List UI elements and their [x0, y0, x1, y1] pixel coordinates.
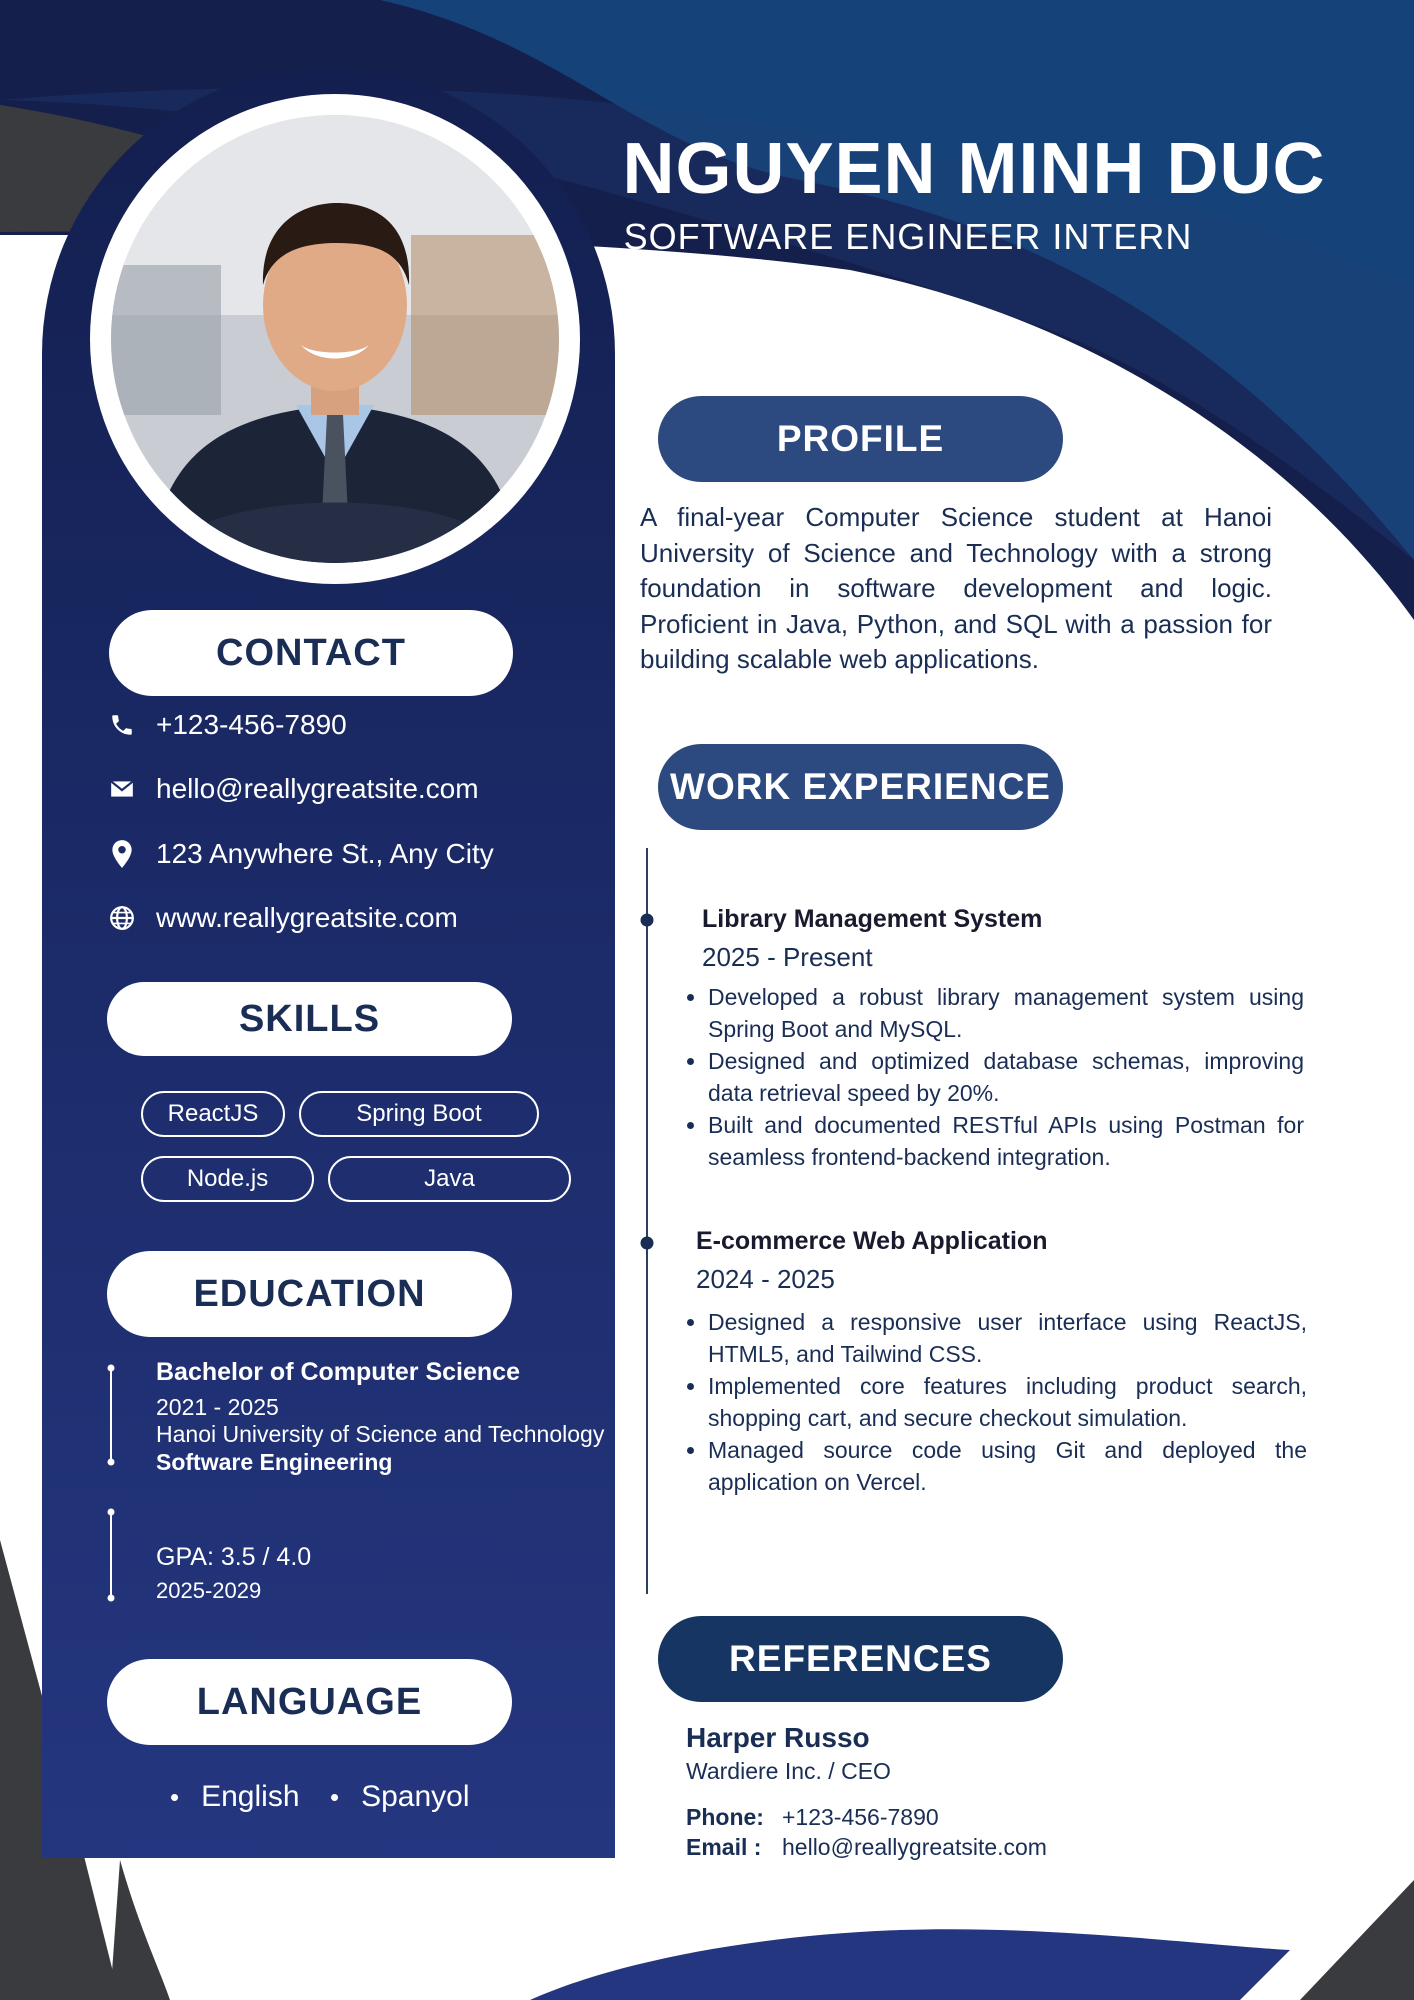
skills-heading: SKILLS	[107, 982, 512, 1056]
skill-tag: Node.js	[141, 1156, 314, 1202]
phone-icon	[108, 711, 136, 739]
job-bullet-list	[682, 981, 1304, 1173]
job-bullet: • Built and documented RESTful APIs using Postman for seamless frontend-backend integration.	[708, 1109, 1304, 1173]
profile-heading: PROFILE	[658, 396, 1063, 482]
contact-email-text: hello@reallygreatsite.com	[156, 773, 479, 804]
language-heading: LANGUAGE	[107, 1659, 512, 1745]
job-title: E-commerce Web Application	[696, 1227, 1048, 1255]
education-heading: EDUCATION	[107, 1251, 512, 1337]
job-bullet: • Designed a responsive user interface using ReactJS, HTML5, and Tailwind CSS.	[708, 1306, 1307, 1370]
job-bullet: • Implemented core features including product search, shopping cart, and secure checkout simulation.	[708, 1370, 1307, 1434]
reference-email-label: Email :	[686, 1834, 762, 1860]
job-title: Library Management System	[702, 905, 1043, 933]
contact-website-text: www.reallygreatsite.com	[156, 902, 458, 933]
reference-title: Wardiere Inc. / CEO	[686, 1758, 891, 1784]
language-item: • English	[170, 1780, 300, 1814]
reference-phone-label: Phone:	[686, 1804, 764, 1830]
language-item: • Spanyol	[330, 1780, 470, 1814]
reference-email-value: hello@reallygreatsite.com	[782, 1834, 1047, 1860]
references-heading: REFERENCES	[658, 1616, 1063, 1702]
profile-photo	[111, 115, 559, 563]
contact-phone[interactable]	[108, 709, 347, 741]
work-experience-heading: WORK EXPERIENCE	[658, 744, 1063, 830]
job-bullet: • Developed a robust library management system using Spring Boot and MySQL.	[708, 981, 1304, 1045]
skill-tag: ReactJS	[141, 1091, 285, 1137]
job-bullet: • Designed and optimized database schemas, improving data retrieval speed by 20%.	[708, 1045, 1304, 1109]
profile-summary: A final-year Computer Science student at Hanoi University of Science and Technology with a strong foundation in software development and logic. Proficient in Java, Python, and SQL with a passion for building scalable web applications.	[640, 502, 1272, 674]
gpa-text: GPA: 3.5 / 4.0	[156, 1543, 312, 1571]
gpa-years: 2025-2029	[156, 1578, 262, 1603]
contact-phone-text: +123-456-7890	[156, 709, 347, 740]
degree-title: Bachelor of Computer Science	[156, 1358, 520, 1386]
reference-email[interactable]	[686, 1834, 1047, 1861]
skill-tag: Java	[328, 1156, 571, 1202]
experience-timeline	[640, 848, 656, 1596]
education-timeline	[104, 1362, 118, 1616]
reference-name: Harper Russo	[686, 1722, 870, 1753]
degree-years: 2021 - 2025	[156, 1394, 279, 1420]
job-bullet: • Managed source code using Git and deployed the application on Vercel.	[708, 1434, 1307, 1498]
globe-icon	[108, 904, 136, 932]
school-name: Hanoi University of Science and Technology	[156, 1421, 605, 1447]
location-pin-icon	[108, 840, 136, 868]
reference-phone[interactable]	[686, 1804, 939, 1831]
contact-address[interactable]	[108, 838, 494, 870]
reference-phone-value: +123-456-7890	[782, 1804, 939, 1830]
candidate-name: NGUYEN MINH DUC	[622, 129, 1326, 209]
candidate-role: SOFTWARE ENGINEER INTERN	[623, 216, 1193, 257]
job-date: 2024 - 2025	[696, 1264, 835, 1294]
contact-heading: CONTACT	[109, 610, 513, 696]
contact-website[interactable]	[108, 902, 458, 934]
contact-email[interactable]	[108, 773, 479, 805]
job-bullet-list	[682, 1306, 1307, 1498]
skill-tag: Spring Boot	[299, 1091, 539, 1137]
degree-major: Software Engineering	[156, 1449, 393, 1475]
contact-address-text: 123 Anywhere St., Any City	[156, 838, 494, 869]
job-date: 2025 - Present	[702, 942, 873, 972]
mail-icon	[108, 775, 136, 803]
